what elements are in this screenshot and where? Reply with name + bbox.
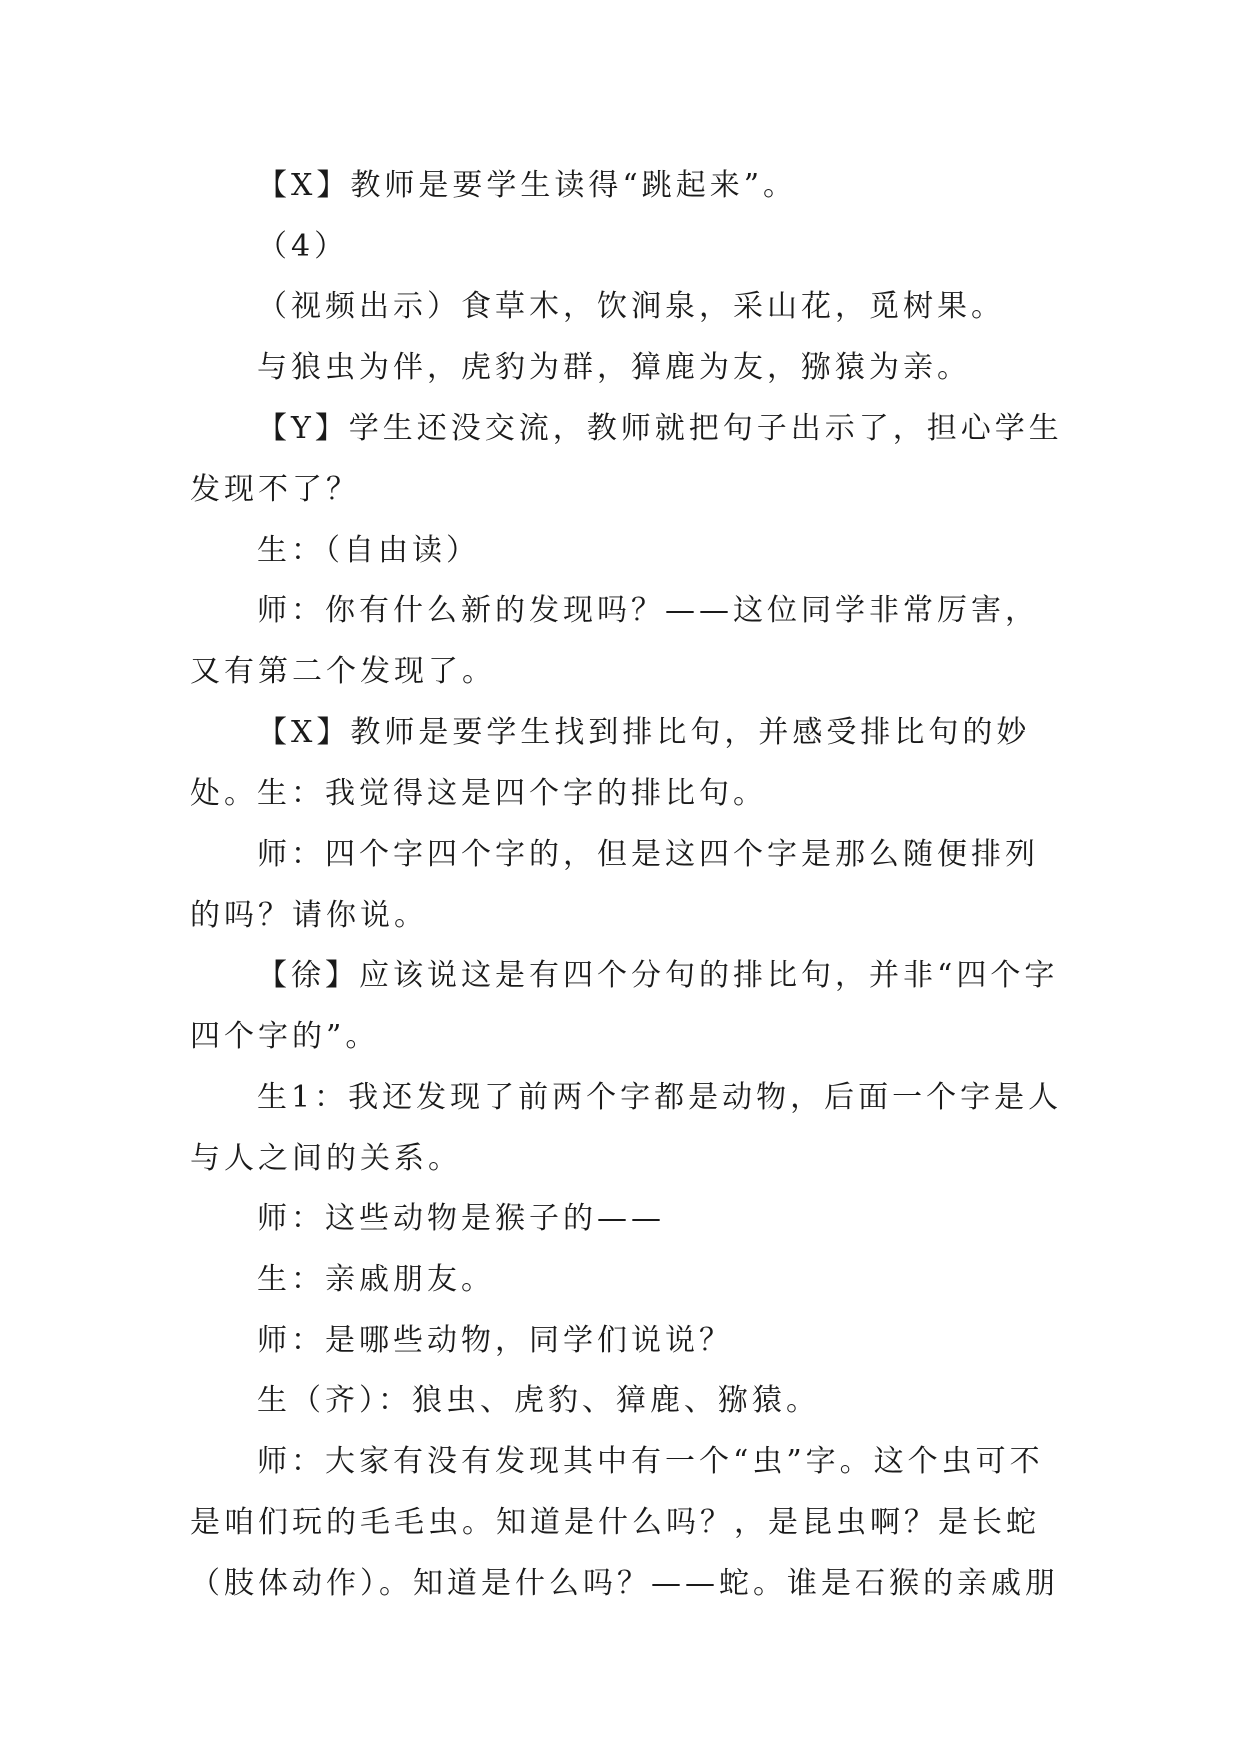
paragraph: 【X】教师是要学生读得“跳起来”。 xyxy=(257,168,798,203)
paragraph: 【Y】学生还没交流，教师就把句子出示了，担心学生发现不了？ xyxy=(190,411,1063,507)
paragraph: 【徐】应该说这是有四个分句的排比句，并非“四个字四个字的”。 xyxy=(190,958,1059,1054)
paragraph: 师：这些动物是猴子的—— xyxy=(257,1201,665,1236)
paragraph: 师：大家有没有发现其中有一个“虫”字。这个虫可不是咱们玩的毛毛虫。知道是什么吗？，是昆虫啊？是长蛇（肢体动作）。知道是什么吗？——蛇。谁是石猴的亲戚朋 xyxy=(190,1444,1059,1601)
paragraph: （视频出示）食草木，饮涧泉，采山花，觅树果。 xyxy=(257,289,1005,324)
paragraph: 生（齐）：狼虫、虎豹、獐鹿、猕猿。 xyxy=(257,1383,820,1418)
paragraph: 【X】教师是要学生找到排比句，并感受排比句的妙处。 xyxy=(190,715,1031,811)
paragraph: 与狼虫为伴，虎豹为群，獐鹿为友，猕猿为亲。 xyxy=(257,350,971,385)
paragraph: 师：是哪些动物，同学们说说？ xyxy=(257,1323,733,1358)
paragraph: 师：四个字四个字的，但是这四个字是那么随便排列的吗？请你说。 xyxy=(190,837,1039,933)
paragraph: 生1：我还发现了前两个字都是动物，后面一个字是人与人之间的关系。 xyxy=(190,1080,1063,1176)
paragraph: 生：我觉得这是四个字的排比句。 xyxy=(257,776,767,811)
paragraph: 生：（自由读） xyxy=(257,533,480,568)
paragraph: 师：你有什么新的发现吗？——这位同学非常厉害，又有第二个发现了。 xyxy=(190,593,1039,689)
paragraph: 生：亲戚朋友。 xyxy=(257,1262,495,1297)
paragraph: （4） xyxy=(257,229,349,264)
